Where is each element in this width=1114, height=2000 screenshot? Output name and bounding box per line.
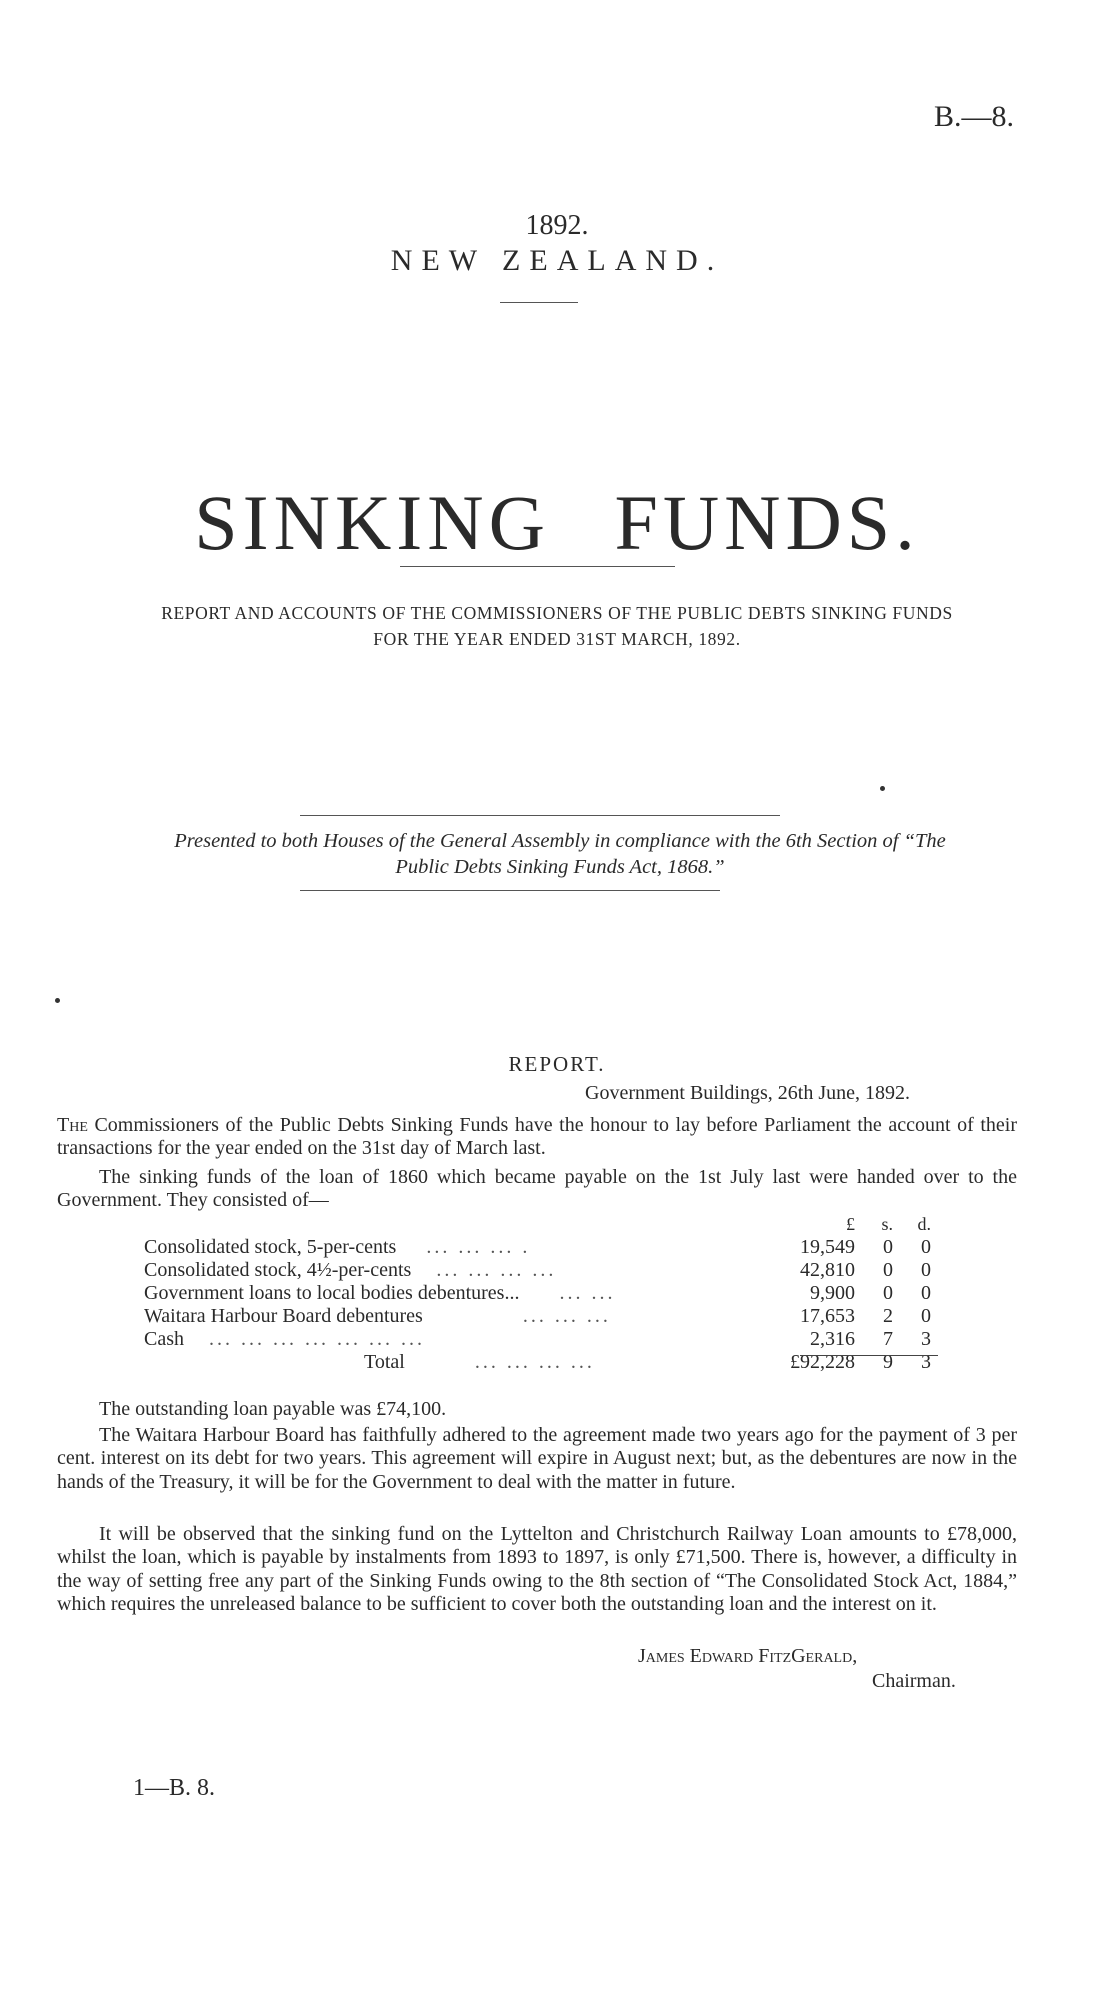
row-leaders: ... ... ... ... xyxy=(436,1259,557,1281)
row-shillings: 2 xyxy=(883,1305,893,1327)
total-pounds: £92,228 xyxy=(790,1351,855,1373)
paragraph-text: The outstanding loan payable was £74,100. xyxy=(99,1398,447,1420)
table-header-row xyxy=(144,1213,931,1236)
subtitle-line-1: REPORT AND ACCOUNTS OF THE COMMISSIONERS OF THE PUBLIC DEBTS SINKING FUNDS xyxy=(161,603,953,623)
report-paragraph-2 xyxy=(57,1166,1017,1213)
table-row xyxy=(144,1328,931,1351)
presented-line-1: Presented to both Houses of the General Assembly in compliance with the 6th Section of “The xyxy=(174,830,946,852)
row-pence: 0 xyxy=(921,1282,931,1304)
row-leaders: ... ... ... xyxy=(522,1305,611,1327)
document-reference: B.—8. xyxy=(933,100,1014,133)
row-shillings: 0 xyxy=(883,1259,893,1281)
header-shillings: s. xyxy=(881,1214,893,1234)
report-heading: REPORT. xyxy=(508,1052,606,1076)
presented-line-2: Public Debts Sinking Funds Act, 1868.” xyxy=(395,856,725,878)
header-pence: d. xyxy=(917,1214,931,1234)
presented-top-rule xyxy=(300,815,780,816)
page-footer: 1—B. 8. xyxy=(133,1775,216,1801)
header-pounds: £ xyxy=(846,1214,855,1234)
print-speck xyxy=(55,998,60,1003)
signatory-title: Chairman. xyxy=(872,1670,956,1692)
row-pence: 0 xyxy=(921,1305,931,1327)
row-leaders: ... ... ... ... ... ... ... xyxy=(209,1328,425,1350)
total-leaders: ... ... ... ... xyxy=(474,1351,595,1373)
row-pence: 3 xyxy=(921,1328,931,1350)
report-paragraph-3 xyxy=(57,1398,1017,1421)
table-row xyxy=(144,1305,931,1328)
total-pence: 3 xyxy=(921,1351,931,1373)
row-pounds: 9,900 xyxy=(810,1282,855,1304)
row-label: Consolidated stock, 5-per-cents xyxy=(144,1236,397,1258)
report-paragraph-5 xyxy=(57,1523,1017,1617)
paragraph-lead-word: The xyxy=(57,1114,88,1136)
row-pounds: 2,316 xyxy=(810,1328,855,1350)
paragraph-text: The sinking funds of the loan of 1860 which became payable on the 1st July last were handed over to the Government. They consisted of— xyxy=(57,1166,1017,1212)
title-rule xyxy=(400,566,675,567)
row-leaders: ... ... xyxy=(559,1282,616,1304)
table-row xyxy=(144,1236,931,1259)
report-paragraph-4 xyxy=(57,1424,1017,1494)
row-label: Cash xyxy=(144,1328,184,1350)
row-label: Government loans to local bodies debentures... xyxy=(144,1282,520,1304)
row-pounds: 19,549 xyxy=(800,1236,855,1258)
row-label: Waitara Harbour Board debentures xyxy=(144,1305,423,1327)
paragraph-text: Commissioners of the Public Debts Sinking Funds have the honour to lay before Parliament the account of their transactions for the year ended on the 31st day of March last. xyxy=(57,1114,1017,1160)
row-leaders: ... ... ... . xyxy=(426,1236,531,1258)
presented-bottom-rule xyxy=(300,890,720,891)
row-pounds: 42,810 xyxy=(800,1259,855,1281)
document-title: SINKING FUNDS. xyxy=(194,479,920,566)
row-pence: 0 xyxy=(921,1236,931,1258)
row-shillings: 0 xyxy=(883,1282,893,1304)
row-label: Consolidated stock, 4½-per-cents xyxy=(144,1259,412,1281)
header-rule xyxy=(500,302,578,303)
table-row xyxy=(144,1282,931,1305)
signatory-name: James Edward FitzGerald, xyxy=(638,1645,858,1667)
paragraph-text: The Waitara Harbour Board has faithfully adhered to the agreement made two years ago for the payment of 3 per cent. interest on its debt for two years. This agreement will expire in August next; but, as the debentures are now in the hands of the Treasury, it will be for the Government to deal with the matter in future. xyxy=(57,1424,1017,1493)
presented-notice xyxy=(60,828,1060,880)
table-row xyxy=(144,1259,931,1282)
report-paragraph-1 xyxy=(57,1114,1017,1161)
subtitle-line-2: FOR THE YEAR ENDED 31ST MARCH, 1892. xyxy=(373,629,741,649)
total-shillings: 9 xyxy=(883,1351,893,1373)
row-shillings: 0 xyxy=(883,1236,893,1258)
report-dateline: Government Buildings, 26th June, 1892. xyxy=(585,1082,910,1104)
row-pence: 0 xyxy=(921,1259,931,1281)
total-label: Total xyxy=(364,1351,405,1373)
row-pounds: 17,653 xyxy=(800,1305,855,1327)
paragraph-text: It will be observed that the sinking fund on the Lyttelton and Christchurch Railway Loan amounts to £78,000, whilst the loan, which is payable by instalments from 1893 to 1897, is only £71,500. There is, however, a difficulty in the way of setting free any part of the Sinking Funds owing to the 8th section of “The Consolidated Stock Act, 1884,” which requires the unreleased balance to be sufficient to cover both the outstanding loan and the interest on it. xyxy=(57,1523,1017,1616)
row-shillings: 7 xyxy=(883,1328,893,1350)
sum-rule xyxy=(800,1355,938,1356)
document-year: 1892. xyxy=(525,210,589,241)
country-heading: NEW ZEALAND. xyxy=(390,244,724,277)
print-speck xyxy=(880,786,885,791)
document-subtitle xyxy=(0,600,1114,652)
sinking-fund-accounts-table xyxy=(144,1213,931,1374)
